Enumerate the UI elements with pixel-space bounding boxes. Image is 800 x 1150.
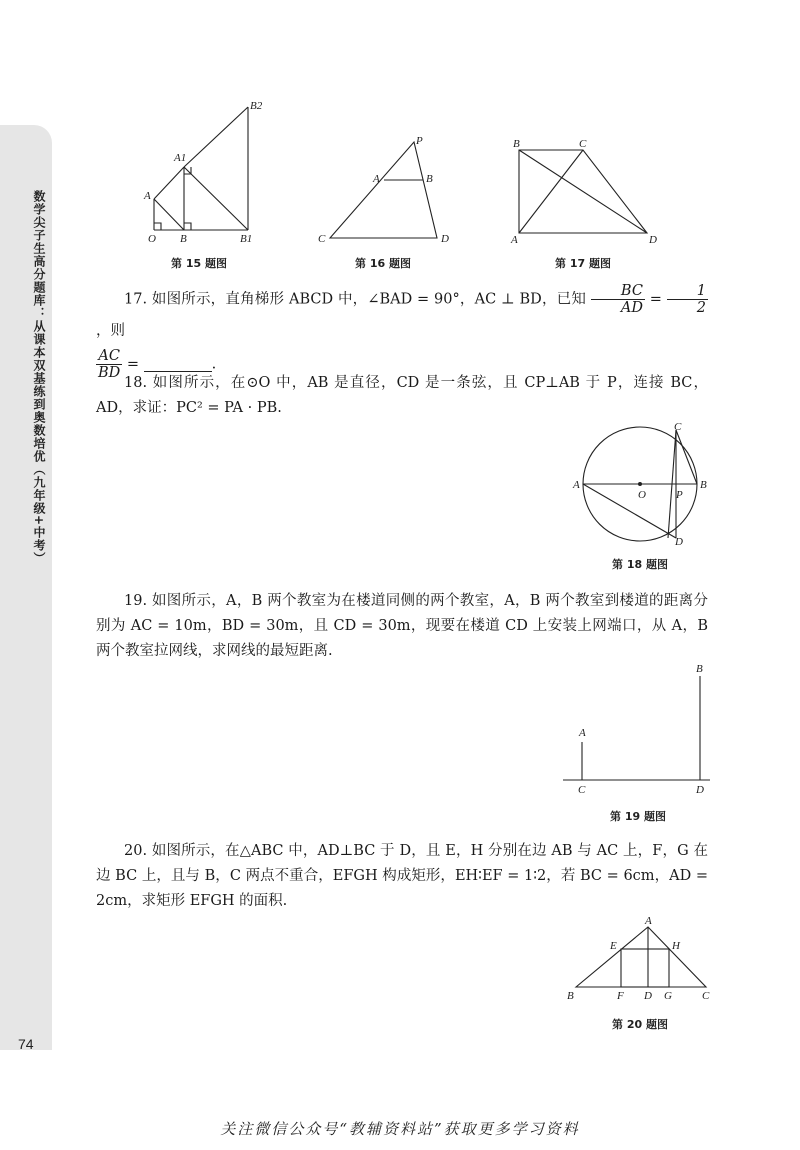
problem-19: 19. 如图所示，A，B 两个教室为在楼道同侧的两个教室，A，B 两个教室到楼道的距离分别为 AC = 10m，BD = 30m，且 CD = 30m，现要在楼道 CD 上安装上网端口，从 A，B 两个教室拉网线，求网线的最短距离. — [96, 593, 708, 659]
label-D: D — [675, 536, 683, 548]
figure-17 — [505, 135, 665, 245]
label-B: B — [180, 233, 187, 245]
label-A: A — [579, 727, 586, 739]
figure-18 — [568, 418, 718, 548]
label-P: P — [416, 135, 423, 147]
label-F: F — [617, 990, 624, 1002]
label-A: A — [573, 479, 580, 491]
label-D: D — [696, 784, 704, 796]
figure-19-caption: 第 19 题图 — [610, 810, 666, 823]
label-A: A — [645, 915, 652, 927]
figure-16 — [310, 130, 460, 245]
figure-19 — [560, 660, 720, 800]
label-A: A — [373, 173, 380, 185]
figure-17-caption: 第 17 题图 — [555, 257, 611, 270]
label-C: C — [702, 990, 710, 1002]
label-D: D — [441, 233, 449, 245]
label-B: B — [567, 990, 574, 1002]
label-C: C — [674, 421, 682, 433]
label-O: O — [148, 233, 156, 245]
figure-20 — [562, 913, 722, 1005]
side-tab-title: 数学尖子生高分题库：从课本双基练到奥数培优（九年级+中考） — [32, 190, 46, 566]
label-A: A — [144, 190, 151, 202]
label-A: A — [511, 234, 518, 245]
label-G: G — [664, 990, 672, 1002]
answer-blank[interactable] — [144, 357, 212, 372]
label-B: B — [700, 479, 707, 491]
fraction-one-half: $\frac{1}{2}$ — [667, 283, 708, 316]
label-B: B — [696, 663, 703, 675]
label-A1: A1 — [174, 152, 187, 164]
label-B: B — [513, 138, 520, 150]
label-B: B — [426, 173, 433, 185]
figure-15 — [140, 95, 270, 245]
label-C: C — [318, 233, 326, 245]
figure-20-caption: 第 20 题图 — [612, 1018, 668, 1031]
label-C: C — [578, 784, 586, 796]
fraction-ac-bd: $\frac{AC}{BD}$ — [98, 348, 121, 381]
figure-18-caption: 第 18 题图 — [612, 558, 668, 571]
footer-note: 关注微信公众号“教辅资料站”获取更多学习资料 — [220, 1120, 580, 1138]
label-B1: B1 — [240, 233, 253, 245]
label-H: H — [672, 940, 680, 952]
label-B2: B2 — [250, 100, 263, 112]
label-D: D — [649, 234, 657, 245]
label-D: D — [644, 990, 652, 1002]
problem-17: 17. 如图所示，直角梯形 ABCD 中，∠BAD = 90°，AC ⊥ BD，已知 $\frac{BC}{AD}$ = $\frac{1}{2}$ ，则 $\frac{AC}{BD}$ = . — [96, 283, 706, 381]
problem-17-lead: 17. 如图所示，直角梯形 ABCD 中，∠BAD = 90°，AC ⊥ BD，已知 — [124, 291, 587, 308]
figure-15-caption: 第 15 题图 — [171, 257, 227, 270]
fraction-bc-ad: $\frac{BC}{AD}$ — [591, 283, 645, 316]
problem-18: 18. 如图所示，在⊙O 中，AB 是直径，CD 是一条弦，且 CP⊥AB 于 P，连接 BC，AD，求证：PC² = PA · PB. — [96, 375, 708, 416]
problem-20: 20. 如图所示，在△ABC 中，AD⊥BC 于 D，且 E，H 分别在边 AB 与 AC 上，F，G 在边 BC 上，且与 B，C 两点不重合，EFGH 构成矩形，EH∶EF = 1∶2，若 BC = 6cm，AD = 2cm，求矩形 EFGH 的面积. — [96, 843, 708, 909]
label-E: E — [610, 940, 617, 952]
page-number: 74 — [18, 1036, 34, 1052]
label-P: P — [676, 489, 683, 501]
figure-16-caption: 第 16 题图 — [355, 257, 411, 270]
label-O: O — [638, 489, 646, 501]
label-C: C — [579, 138, 587, 150]
